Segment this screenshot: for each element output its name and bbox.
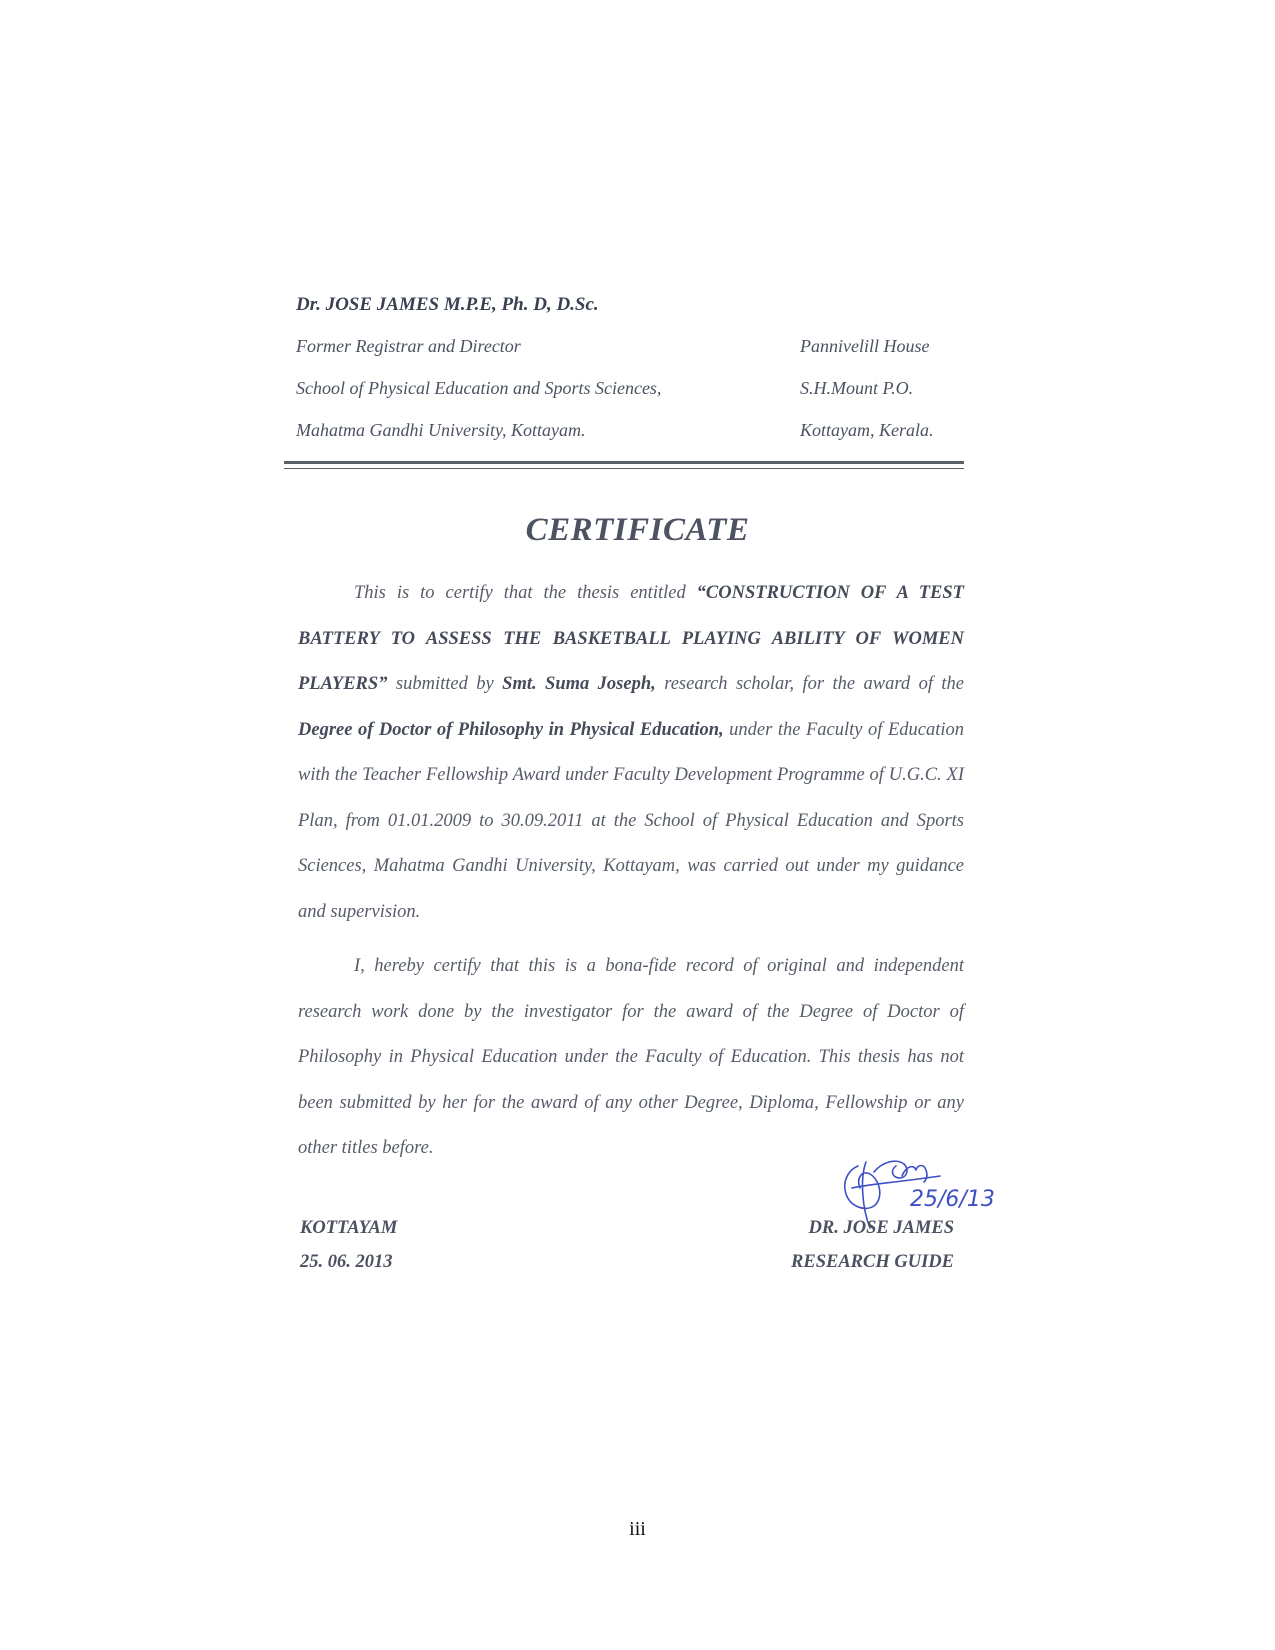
guide-role: RESEARCH GUIDE xyxy=(791,1252,954,1272)
para1-text-4: under the Faculty of Education with the Teacher Fellowship Award under Faculty Development Programme of U.G.C. XI Plan, from 01.01.2009 to 30.09.2011 at the School of Physical Education and Sports Sciences, Mahatma Gandhi University, Kottayam, was carried out under my guidance and supervision. xyxy=(298,719,964,922)
letterhead-designation: Former Registrar and Director xyxy=(296,336,521,356)
letterhead-school: School of Physical Education and Sports Sciences, xyxy=(296,378,662,398)
scholar-name: Smt. Suma Joseph, xyxy=(502,674,656,694)
letterhead-name: Dr. JOSE JAMES M.P.E, Ph. D, D.Sc. xyxy=(296,294,599,315)
para1-text-3: research scholar, for the award of the xyxy=(655,674,964,694)
signature-date: 25/6/13 xyxy=(910,1187,995,1212)
signing-date: 25. 06. 2013 xyxy=(300,1252,393,1272)
letterhead-divider-thin xyxy=(284,468,964,469)
certificate-title: CERTIFICATE xyxy=(525,512,750,548)
letterhead-divider-thick xyxy=(284,461,964,464)
letterhead-post-office: S.H.Mount P.O. xyxy=(800,378,914,398)
degree-name: Degree of Doctor of Philosophy in Physical Education, xyxy=(298,719,724,740)
signing-place: KOTTAYAM xyxy=(300,1218,398,1238)
guide-name: DR. JOSE JAMES xyxy=(808,1218,954,1238)
letterhead-university: Mahatma Gandhi University, Kottayam. xyxy=(296,420,586,440)
para1-text-1: This is to certify that the thesis entitled xyxy=(354,583,697,603)
certificate-paragraph-2 xyxy=(298,944,964,1172)
thesis-title: “CONSTRUCTION OF A TEST BATTERY TO ASSESS THE BASKETBALL PLAYING ABILITY OF WOMEN PLAYERS” xyxy=(298,583,964,694)
para2-text: I, hereby certify that this is a bona-fide record of original and independent research work done by the investigator for the award of the Degree of Doctor of Philosophy in Physical Education under the Faculty of Education. This thesis has not been submitted by her for the award of any other Degree, Diploma, Fellowship or any other titles before. xyxy=(298,956,964,1158)
letterhead-city: Kottayam, Kerala. xyxy=(800,420,934,440)
para1-text-2: submitted by xyxy=(387,674,503,694)
letterhead-house: Pannivelill House xyxy=(800,336,930,356)
certificate-paragraph-1 xyxy=(298,571,964,935)
page-number: iii xyxy=(629,1518,646,1540)
